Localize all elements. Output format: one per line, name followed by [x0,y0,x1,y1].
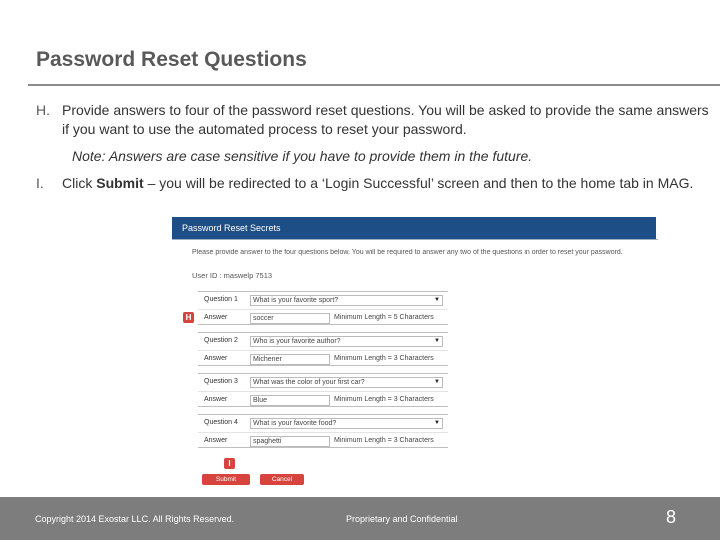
bullet-h-marker: H. [36,102,50,118]
answer-input-2[interactable]: Michener [250,354,330,365]
slide-title: Password Reset Questions [36,48,307,71]
question-block-1 [198,291,448,325]
footer-copyright: Copyright 2014 Exostar LLC. All Rights Reserved. [35,514,235,524]
question-label: Question 1 [204,296,238,303]
question-row [198,292,448,309]
answer-row [198,350,448,367]
question-select-value: What is your favorite food? [253,420,337,427]
answer-label: Answer [204,396,228,403]
bullet-h-text: Provide answers to four of the password reset questions. You will be asked to provide the same answers if you want to use the automated process to reset your password. [62,102,709,137]
bullet-i-suffix: – you will be redirected to a ‘Login Successful’ screen and then to the home tab in MAG. [143,175,694,191]
answer-label: Answer [204,437,228,444]
question-select-2[interactable] [250,336,443,347]
bullet-i-text [62,174,712,193]
answer-label: Answer [204,314,228,321]
callout-badge-h: H [183,312,194,323]
question-select-1[interactable] [250,295,443,306]
question-row [198,333,448,350]
dropdown-arrow-icon: ▼ [434,420,440,426]
page-number: 8 [666,507,677,527]
submit-button[interactable]: Submit [202,474,250,485]
footer-bar [0,497,720,540]
shot-user-id: User ID : maswelp 7513 [192,271,273,280]
min-length-hint: Minimum Length = 3 Characters [334,437,434,444]
answer-input-1[interactable]: soccer [250,313,330,324]
question-row [198,374,448,391]
min-length-hint: Minimum Length = 3 Characters [334,396,434,403]
question-row [198,415,448,432]
question-select-4[interactable] [250,418,443,429]
footer-proprietary: Proprietary and Confidential [346,514,458,524]
answer-row [198,432,448,449]
min-length-hint: Minimum Length = 3 Characters [334,355,434,362]
question-select-value: What was the color of your first car? [253,379,365,386]
answer-row [198,391,448,408]
question-select-value: Who is your favorite author? [253,338,341,345]
dropdown-arrow-icon: ▼ [434,338,440,344]
shot-instructions: Please provide answer to the four questions below. You will be required to answer any two of the questions in order to reset your password. [192,249,623,256]
bullet-i-marker: I. [36,175,44,191]
question-block-3 [198,373,448,407]
answer-row [198,309,448,326]
answer-input-4[interactable]: spaghetti [250,436,330,447]
answer-input-3[interactable]: Blue [250,395,330,406]
question-label: Question 3 [204,378,238,385]
case-sensitive-note: Note: Answers are case sensitive if you have to provide them in the future. [72,148,533,164]
dropdown-arrow-icon: ▼ [434,379,440,385]
shot-tab [172,217,656,239]
question-select-3[interactable] [250,377,443,388]
answer-label: Answer [204,355,228,362]
bullet-i-bold: Submit [96,175,144,191]
shot-divider [172,239,658,240]
shot-tab-label: Password Reset Secrets [182,223,281,233]
question-select-value: What is your favorite sport? [253,297,339,304]
dropdown-arrow-icon: ▼ [434,297,440,303]
bullet-i-prefix: Click [62,175,97,191]
min-length-hint: Minimum Length = 5 Characters [334,314,434,321]
embedded-screenshot [168,215,662,490]
question-block-2 [198,332,448,366]
question-block-4 [198,414,448,448]
question-label: Question 2 [204,337,238,344]
question-label: Question 4 [204,419,238,426]
callout-badge-i: I [224,458,235,469]
cancel-button[interactable]: Cancel [260,474,304,485]
title-divider [28,84,720,86]
